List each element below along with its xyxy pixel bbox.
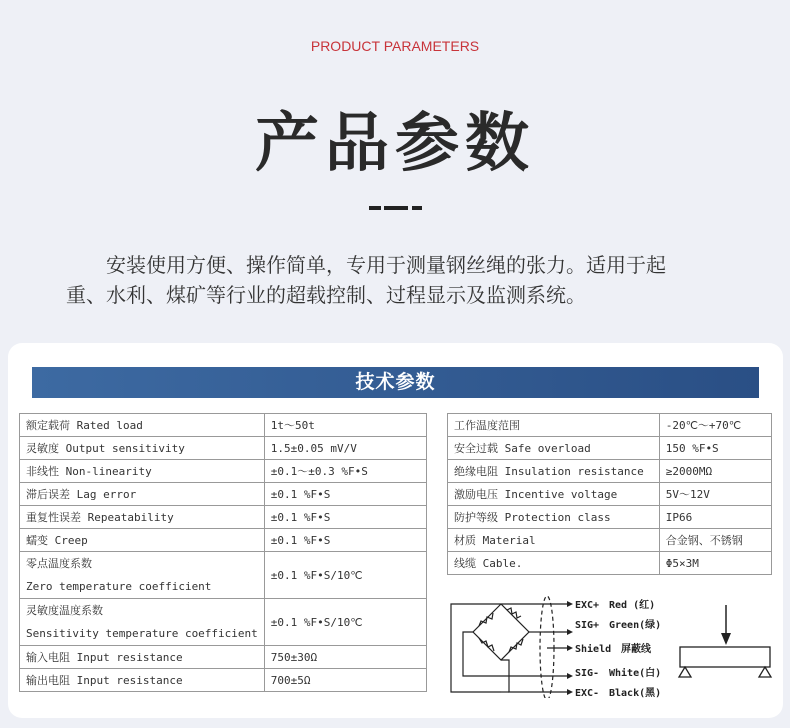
- wire-color: Green(绿): [609, 620, 662, 631]
- spec-table-left: [19, 413, 427, 692]
- spec-table-right: [447, 413, 772, 575]
- wire-signal: EXC-: [575, 688, 600, 698]
- table-row: [20, 506, 427, 529]
- spec-label: 输入电阻 Input resistance: [20, 646, 265, 669]
- wire-color: White(白): [609, 668, 662, 679]
- spec-label: 输出电阻 Input resistance: [20, 669, 265, 692]
- lead-sig-minus: [463, 632, 544, 676]
- spec-value: 5V～12V: [659, 483, 771, 506]
- load-diagram: [675, 605, 777, 679]
- wire-color: Black(黑): [609, 688, 662, 698]
- spec-banner: 技术参数: [32, 367, 759, 398]
- table-row: [20, 529, 427, 552]
- title-divider-right: [412, 206, 422, 210]
- spec-label-en: Sensitivity temperature coefficient: [26, 627, 258, 640]
- shield-oval: [540, 596, 554, 698]
- table-row: [20, 669, 427, 692]
- wire-signal: SIG-: [575, 668, 600, 679]
- table-row: [448, 414, 772, 437]
- spec-label-cn: 零点温度系数: [26, 557, 92, 570]
- load-arrow-icon: [721, 633, 731, 645]
- product-description: [66, 250, 736, 310]
- table-row: [20, 437, 427, 460]
- spec-label: 重复性误差 Repeatability: [20, 506, 265, 529]
- table-row: [20, 483, 427, 506]
- wire-signal: Shield: [575, 644, 612, 655]
- page-title: 产品参数: [255, 107, 535, 181]
- wire-color: 屏蔽线: [621, 644, 651, 655]
- spec-value: 150 %F•S: [659, 437, 771, 460]
- arrow-icon: [567, 645, 573, 651]
- spec-label: 灵敏度 Output sensitivity: [20, 437, 265, 460]
- description-line-2: 重、水利、煤矿等行业的超载控制、过程显示及监测系统。: [66, 283, 586, 307]
- section-subtitle: PRODUCT PARAMETERS: [310, 38, 480, 54]
- table-row: [20, 552, 427, 599]
- spec-value: 1.5±0.05 mV/V: [264, 437, 426, 460]
- spec-value: ±0.1 %F•S/10℃: [264, 599, 426, 646]
- title-divider-left: [369, 206, 381, 210]
- spec-label: 滞后误差 Lag error: [20, 483, 265, 506]
- table-row: [448, 460, 772, 483]
- support-left-icon: [679, 667, 691, 677]
- spec-label: 安全过载 Safe overload: [448, 437, 660, 460]
- spec-label: 激励电压 Incentive voltage: [448, 483, 660, 506]
- table-row: [448, 437, 772, 460]
- spec-label: 材质 Material: [448, 529, 660, 552]
- arrow-icon: [567, 689, 573, 695]
- table-row: [20, 414, 427, 437]
- spec-value: ±0.1 %F•S: [264, 483, 426, 506]
- table-row: [448, 552, 772, 575]
- spec-label: [20, 552, 265, 599]
- spec-value: -20℃～+70℃: [659, 414, 771, 437]
- wiring-diagram: [449, 592, 669, 698]
- wire-signal: SIG+: [575, 620, 600, 631]
- arrow-icon: [567, 673, 573, 679]
- spec-label: 工作温度范围: [448, 414, 660, 437]
- spec-value: 1t～50t: [264, 414, 426, 437]
- spec-value: Φ5×3M: [659, 552, 771, 575]
- support-right-icon: [759, 667, 771, 677]
- spec-label-cn: 灵敏度温度系数: [26, 604, 103, 617]
- spec-label: 线缆 Cable.: [448, 552, 660, 575]
- spec-value: 合金钢、不锈钢: [659, 529, 771, 552]
- table-row: [448, 529, 772, 552]
- table-row: [20, 599, 427, 646]
- wire-signal: EXC+: [575, 600, 600, 611]
- spec-value: IP66: [659, 506, 771, 529]
- description-line-1: 安装使用方便、操作简单，专用于测量钢丝绳的张力。适用于起: [106, 253, 666, 277]
- table-row: [448, 506, 772, 529]
- wire-color: Red (红): [609, 600, 656, 611]
- title-divider-center: [384, 206, 408, 210]
- spec-value: ±0.1～±0.3 %F•S: [264, 460, 426, 483]
- spec-value: ≥2000MΩ: [659, 460, 771, 483]
- spec-value: ±0.1 %F•S: [264, 506, 426, 529]
- spec-value: ±0.1 %F•S/10℃: [264, 552, 426, 599]
- arrow-icon: [567, 601, 573, 607]
- table-row: [448, 483, 772, 506]
- spec-label: 蠕变 Creep: [20, 529, 265, 552]
- spec-value: 750±30Ω: [264, 646, 426, 669]
- spec-label: 绝缘电阻 Insulation resistance: [448, 460, 660, 483]
- spec-label: 非线性 Non-linearity: [20, 460, 265, 483]
- bridge-diamond: [473, 604, 529, 660]
- spec-label-en: Zero temperature coefficient: [26, 580, 212, 593]
- sensor-body: [680, 647, 770, 667]
- arrow-icon: [567, 629, 573, 635]
- spec-value: 700±5Ω: [264, 669, 426, 692]
- table-row: [20, 460, 427, 483]
- spec-value: ±0.1 %F•S: [264, 529, 426, 552]
- spec-label: [20, 599, 265, 646]
- table-row: [20, 646, 427, 669]
- spec-label: 额定载荷 Rated load: [20, 414, 265, 437]
- spec-label: 防护等级 Protection class: [448, 506, 660, 529]
